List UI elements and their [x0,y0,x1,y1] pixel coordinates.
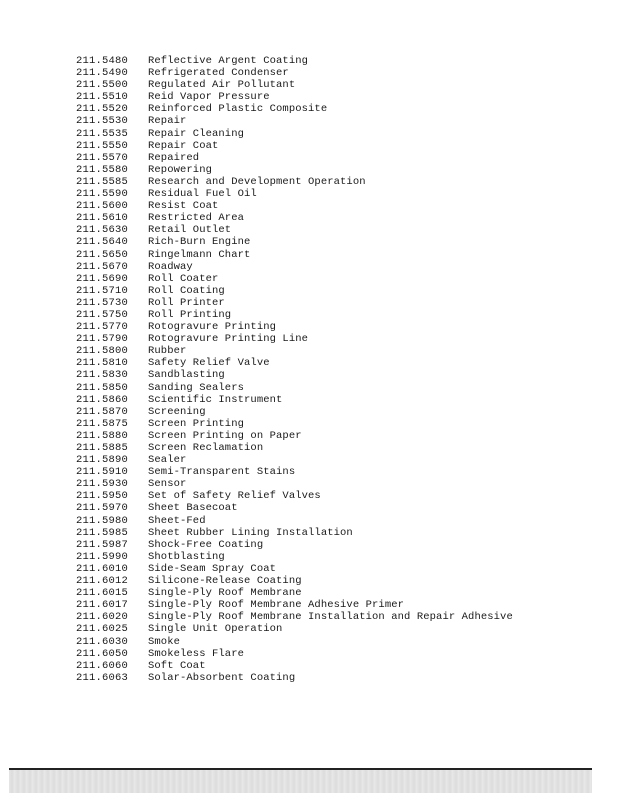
section-number: 211.5530 [76,115,129,128]
defined-term: Reinforced Plastic Composite [148,103,328,116]
section-number: 211.6017 [76,599,129,612]
section-number: 211.5850 [76,381,129,394]
list-item [76,454,606,466]
section-number: 211.5790 [76,333,129,346]
list-item [76,551,606,563]
defined-term: Reflective Argent Coating [148,55,309,67]
section-number: 211.6025 [76,623,129,636]
list-item [76,418,606,430]
defined-term: Reid Vapor Pressure [148,91,270,104]
list-item [76,321,606,333]
defined-term: Roll Printer [148,296,225,309]
section-number: 211.5690 [76,272,129,285]
defined-term: Screen Reclamation [148,442,264,454]
section-number: 211.5985 [76,526,129,539]
defined-term: Silicone-Release Coating [148,575,302,588]
list-item [76,369,606,381]
defined-term: Roadway [148,260,193,273]
defined-term: Regulated Air Pollutant [148,79,296,92]
defined-term: Sanding Sealers [148,381,245,394]
defined-term: Shotblasting [148,550,225,563]
defined-term: Roll Printing [148,308,232,321]
defined-term: Repair Coat [148,139,219,152]
section-number: 211.5580 [76,163,129,176]
defined-term: Screen Printing on Paper [148,429,302,442]
defined-term: Single-Ply Roof Membrane [148,587,302,600]
section-number: 211.5730 [76,296,129,309]
section-number: 211.5875 [76,417,129,430]
defined-term: Smoke [148,635,181,648]
section-number: 211.5880 [76,429,129,442]
section-number: 211.6050 [76,647,129,660]
list-item [76,224,606,236]
section-number: 211.5640 [76,236,129,249]
section-number: 211.5490 [76,67,129,80]
list-item [76,527,606,539]
list-item [76,466,606,478]
list-item [76,672,606,684]
defined-term: Residual Fuel Oil [148,188,257,201]
defined-term: Sheet Basecoat [148,502,238,515]
defined-term: Single-Ply Roof Membrane Adhesive Primer [148,599,405,612]
list-item [76,67,606,79]
list-item [76,382,606,394]
list-item [76,79,606,91]
list-item [76,587,606,599]
defined-term: Solar-Absorbent Coating [148,671,296,684]
list-item [76,394,606,406]
section-number: 211.5987 [76,538,129,551]
section-number: 211.5750 [76,308,129,321]
section-number: 211.5670 [76,260,129,273]
section-number: 211.5590 [76,188,129,201]
list-item [76,152,606,164]
list-item [76,115,606,127]
list-item [76,249,606,261]
section-number: 211.5585 [76,175,129,188]
section-number: 211.6012 [76,575,129,588]
section-number: 211.5950 [76,490,129,503]
defined-term: Side-Seam Spray Coat [148,562,277,575]
defined-term: Restricted Area [148,212,245,225]
defined-term: Roll Coater [148,272,219,285]
list-item [76,91,606,103]
section-number: 211.6020 [76,611,129,624]
defined-term: Rotogravure Printing [148,321,277,334]
section-number: 211.5710 [76,284,129,297]
list-item [76,648,606,660]
list-item [76,212,606,224]
defined-term: Screen Printing [148,417,245,430]
list-item [76,623,606,635]
defined-term: Repair [148,115,187,128]
defined-term: Sensor [148,478,187,491]
list-item [76,128,606,140]
list-item [76,140,606,152]
list-item [76,478,606,490]
definitions-list [76,55,606,684]
list-item [76,502,606,514]
section-number: 211.5830 [76,369,129,382]
defined-term: Sheet Rubber Lining Installation [148,526,353,539]
list-item [76,309,606,321]
section-number: 211.5980 [76,514,129,527]
section-number: 211.6060 [76,659,129,672]
defined-term: Rotogravure Printing Line [148,333,309,346]
section-number: 211.5810 [76,357,129,370]
defined-term: Ringelmann Chart [148,248,251,261]
section-number: 211.5600 [76,200,129,213]
section-number: 211.6010 [76,562,129,575]
section-number: 211.6063 [76,671,129,684]
list-item [76,515,606,527]
list-item [76,55,606,67]
defined-term: Research and Development Operation [148,175,366,188]
list-item [76,103,606,115]
section-number: 211.5510 [76,91,129,104]
section-number: 211.5520 [76,103,129,116]
defined-term: Semi-Transparent Stains [148,466,296,479]
list-item [76,176,606,188]
list-item [76,599,606,611]
list-item [76,236,606,248]
defined-term: Sheet-Fed [148,514,206,527]
section-number: 211.6030 [76,635,129,648]
section-number: 211.5570 [76,151,129,164]
section-number: 211.5610 [76,212,129,225]
defined-term: Safety Relief Valve [148,357,270,370]
defined-term: Repowering [148,163,213,176]
list-item [76,188,606,200]
list-item [76,442,606,454]
list-item [76,430,606,442]
defined-term: Scientific Instrument [148,393,283,406]
list-item [76,261,606,273]
list-item [76,660,606,672]
section-number: 211.5630 [76,224,129,237]
defined-term: Repair Cleaning [148,127,245,140]
list-item [76,611,606,623]
list-item [76,539,606,551]
section-number: 211.5770 [76,321,129,334]
footer-bar [9,768,592,793]
defined-term: Resist Coat [148,200,219,213]
section-number: 211.5535 [76,127,129,140]
section-number: 211.5910 [76,466,129,479]
defined-term: Single Unit Operation [148,623,283,636]
defined-term: Retail Outlet [148,224,232,237]
section-number: 211.5930 [76,478,129,491]
list-item [76,563,606,575]
list-item [76,406,606,418]
list-item [76,200,606,212]
defined-term: Rubber [148,345,187,358]
section-number: 211.5885 [76,442,129,454]
defined-term: Smokeless Flare [148,647,245,660]
section-number: 211.5480 [76,55,129,67]
defined-term: Single-Ply Roof Membrane Installation and Repair Adhesive [148,611,513,624]
defined-term: Repaired [148,151,200,164]
section-number: 211.5970 [76,502,129,515]
section-number: 211.5500 [76,79,129,92]
list-item [76,357,606,369]
defined-term: Set of Safety Relief Valves [148,490,321,503]
section-number: 211.5990 [76,550,129,563]
list-item [76,297,606,309]
defined-term: Soft Coat [148,659,206,672]
defined-term: Screening [148,405,206,418]
list-item [76,575,606,587]
defined-term: Shock-Free Coating [148,538,264,551]
list-item [76,285,606,297]
list-item [76,333,606,345]
defined-term: Rich-Burn Engine [148,236,251,249]
list-item [76,636,606,648]
defined-term: Sandblasting [148,369,225,382]
section-number: 211.5550 [76,139,129,152]
defined-term: Sealer [148,454,187,467]
section-number: 211.5650 [76,248,129,261]
list-item [76,273,606,285]
defined-term: Roll Coating [148,284,225,297]
list-item [76,164,606,176]
section-number: 211.5860 [76,393,129,406]
defined-term: Refrigerated Condenser [148,67,289,80]
section-number: 211.5890 [76,454,129,467]
section-number: 211.6015 [76,587,129,600]
section-number: 211.5870 [76,405,129,418]
section-number: 211.5800 [76,345,129,358]
list-item [76,345,606,357]
list-item [76,490,606,502]
